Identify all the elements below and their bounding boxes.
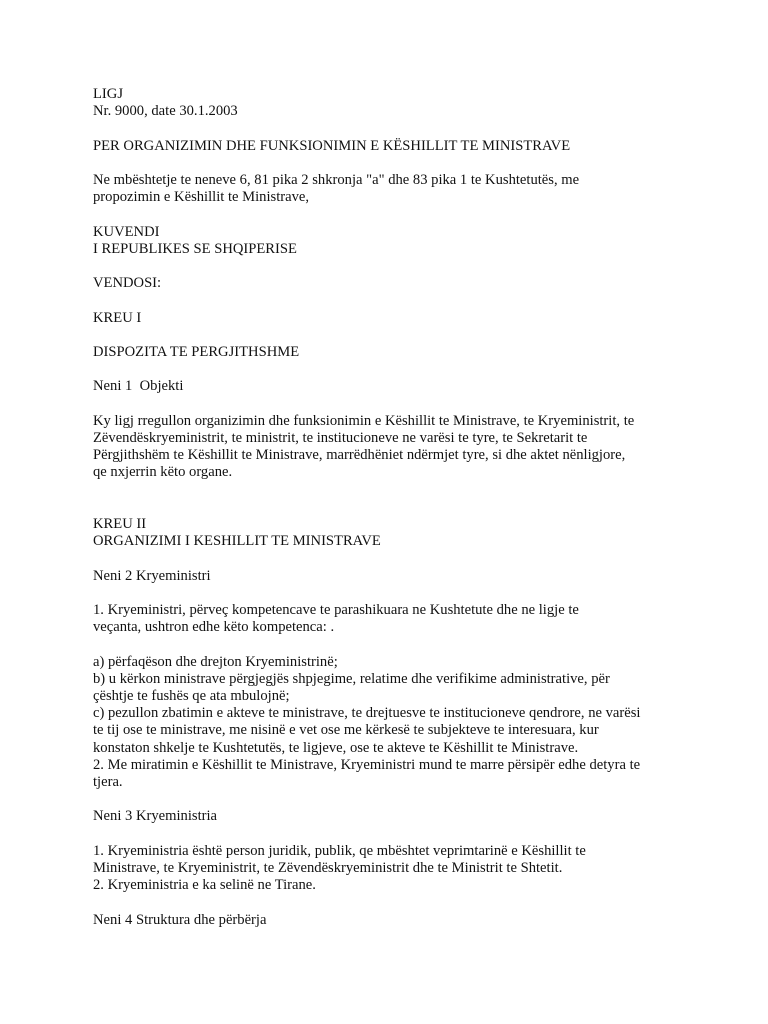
list-item: b) u kërkon ministrave përgjegjës shpjegime, relatime dhe verifikime administrative, për [93,670,610,687]
authority [93,224,683,258]
list-item: konstaton shkelje te Kushtetutës, te ligjeve, ose te akteve te Këshillit te Ministrave. [93,739,579,756]
article-3-text [93,843,683,895]
list-item: c) pezullon zbatimin e akteve te ministrave, te drejtuesve te institucioneve qendrore, ne varësi [93,705,641,722]
paragraph-line: 2. Kryeministria e ka selinë ne Tirane. [93,877,316,894]
article-2-intro [93,602,683,636]
article-2-heading: Neni 2 Kryeministri [93,567,211,584]
list-item: çështje te fushës qe ata mbulojnë; [93,687,290,704]
law-title: PER ORGANIZIMIN DHE FUNKSIONIMIN E KËSHILLIT TE MINISTRAVE [93,137,571,154]
paragraph-line: 1. Kryeministri, përveç kompetencave te parashikuara ne Kushtetute dhe ne ligje te [93,601,579,618]
paragraph-line: veçanta, ushtron edhe këto kompetenca: . [93,619,335,636]
chapter-2-heading: KREU II [93,515,147,532]
list-item: te tij ose te ministrave, me nisinë e vet ose me kërkesë te subjekteve te interesuara, kur [93,722,599,739]
paragraph-line: Ministrave, te Kryeministrit, te Zëvendëskryeministrit dhe te Ministrit te Shtetit. [93,859,563,876]
article-4-heading: Neni 4 Struktura dhe përbërja [93,911,267,928]
chapter-1-title: DISPOZITA TE PERGJITHSHME [93,343,300,360]
preamble-line: Ne mbështetje te neneve 6, 81 pika 2 shkronja "a" dhe 83 pika 1 te Kushtetutës, me [93,171,580,188]
list-item: a) përfaqëson dhe drejton Kryeministrinë; [93,653,338,670]
preamble [93,172,683,206]
paragraph-line: qe nxjerrin këto organe. [93,464,233,481]
law-number: Nr. 9000, date 30.1.2003 [93,103,238,120]
chapter-2-title: ORGANIZIMI I KESHILLIT TE MINISTRAVE [93,533,381,550]
paragraph-line: Ky ligj rregullon organizimin dhe funksionimin e Këshillit te Ministrave, te Kryeministrit, te [93,412,635,429]
article-2-items [93,654,683,792]
article-3-heading: Neni 3 Kryeministria [93,808,218,825]
law-label: LIGJ [93,86,123,102]
list-item: tjera. [93,773,123,790]
list-item: 2. Me miratimin e Këshillit te Ministrave, Kryeministri mund te marre përsipër edhe detyra te [93,756,641,773]
authority-line: I REPUBLIKES SE SHQIPERISE [93,240,297,257]
preamble-line: propozimin e Këshillit te Ministrave, [93,189,310,206]
document-page [93,86,683,929]
paragraph-line: Zëvendëskryeministrit, te ministrit, te institucioneve ne varësi te tyre, te Sekretarit te [93,429,588,446]
article-1-text [93,413,683,482]
authority-line: KUVENDI [93,223,160,240]
chapter-1-heading: KREU I [93,309,142,326]
paragraph-line: Përgjithshëm te Këshillit te Ministrave, marrëdhëniet ndërmjet tyre, si dhe aktet nënligjore, [93,447,626,464]
paragraph-line: 1. Kryeministria është person juridik, publik, qe mbështet veprimtarinë e Këshillit te [93,842,586,859]
article-1-heading: Neni 1 Objekti [93,378,184,395]
vendosi-heading: VENDOSI: [93,275,162,292]
